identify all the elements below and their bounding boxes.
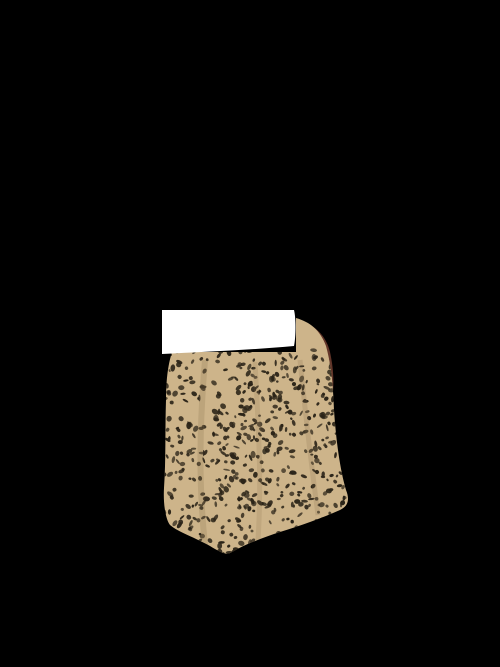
leopard-spot (268, 539, 271, 542)
leopard-spot (161, 393, 165, 397)
leopard-spot (350, 494, 356, 499)
leopard-spot (168, 509, 171, 514)
leopard-spot (348, 361, 355, 368)
leopard-spot (298, 544, 305, 551)
leopard-spot (310, 524, 316, 530)
leopard-spot (329, 540, 335, 547)
leopard-spot (275, 360, 277, 366)
leopard-spot (303, 534, 309, 537)
leopard-spot (166, 539, 170, 543)
leopard-spot (339, 410, 345, 416)
leopard-spot (307, 542, 312, 547)
leopard-spot (306, 546, 312, 552)
leopard-spot (349, 390, 353, 394)
leopard-spot (305, 534, 309, 540)
leopard-spot (159, 399, 166, 407)
leopard-spot (351, 544, 358, 550)
leopard-spot (341, 441, 347, 447)
leopard-spot (251, 545, 256, 549)
leopard-spot (339, 356, 344, 363)
leopard-spot (344, 368, 348, 372)
leopard-spot (314, 539, 320, 545)
leopard-spot (344, 378, 349, 386)
leopard-spot (205, 550, 210, 557)
leopard-spot (349, 531, 353, 537)
leopard-spot (169, 533, 174, 538)
leopard-spot (347, 542, 350, 547)
leopard-spot (159, 513, 165, 519)
leopard-spot (159, 519, 165, 522)
leopard-spot (170, 535, 173, 540)
leopard-spot (335, 545, 338, 552)
leopard-spot (338, 514, 343, 520)
leopard-spot (164, 526, 170, 531)
leopard-spot (160, 441, 165, 446)
leopard-spot (335, 407, 340, 413)
leopard-spot (336, 438, 341, 442)
leopard-spot (316, 547, 321, 550)
leopard-spot (160, 378, 165, 384)
leopard-spot (336, 532, 341, 540)
leopard-spot (342, 388, 346, 395)
leopard-spot (159, 504, 162, 507)
leopard-spot (328, 535, 335, 542)
leopard-spot (161, 542, 164, 545)
leopard-spot (294, 531, 301, 537)
leopard-spot (282, 546, 286, 551)
leopard-spot (343, 424, 347, 430)
leopard-spot (350, 449, 355, 456)
leopard-spot (335, 350, 341, 356)
leopard-spot (351, 466, 355, 470)
leopard-spot (351, 443, 356, 449)
leopard-spot (300, 529, 307, 537)
leopard-spot (167, 533, 172, 539)
leopard-spot (347, 378, 352, 382)
leopard-spot (331, 357, 337, 361)
leopard-spot (168, 539, 172, 543)
leopard-spot (299, 537, 303, 542)
leopard-spot (303, 542, 310, 549)
leopard-spot (171, 551, 177, 557)
leopard-spot (335, 359, 338, 364)
leopard-spot (336, 531, 340, 535)
leopard-spot (342, 535, 349, 542)
leopard-spot (161, 530, 165, 534)
leopard-spot (344, 547, 350, 554)
skirt-waistband (162, 310, 296, 354)
leopard-spot (340, 416, 347, 423)
leopard-spot (185, 548, 189, 554)
leopard-spot (259, 548, 266, 553)
leopard-spot (159, 528, 164, 533)
leopard-spot (349, 375, 355, 381)
leopard-spot (342, 454, 349, 460)
leopard-spot (158, 393, 163, 398)
leopard-spot (326, 535, 331, 542)
leopard-spot (334, 417, 338, 421)
leopard-spot (296, 533, 300, 538)
leopard-spot (339, 411, 346, 417)
leopard-spot (266, 348, 270, 352)
leopard-spot (160, 525, 164, 529)
leopard-spot (331, 528, 335, 532)
leopard-spot (237, 550, 242, 554)
leopard-spot (158, 434, 164, 439)
leopard-spot (164, 361, 169, 364)
leopard-spot (260, 549, 266, 555)
leopard-spot (199, 545, 207, 553)
leopard-spot (307, 547, 312, 552)
leopard-spot (340, 404, 344, 408)
leopard-spot (269, 535, 273, 540)
leopard-spot (343, 406, 347, 411)
leopard-spot (339, 360, 343, 364)
leopard-spot (344, 540, 350, 546)
leopard-spot (342, 374, 347, 379)
leopard-spot (158, 451, 162, 456)
leopard-spot (292, 549, 299, 555)
leopard-spot (342, 354, 347, 361)
leopard-spot (347, 521, 352, 525)
leopard-spot (327, 528, 330, 534)
leopard-spot (350, 513, 353, 517)
leopard-spot (340, 531, 347, 539)
leopard-spot (349, 408, 352, 412)
leopard-spot (343, 457, 350, 459)
leopard-spot (346, 372, 349, 376)
leopard-spot (287, 539, 295, 547)
leopard-spot (348, 439, 352, 445)
leopard-spot (342, 362, 350, 370)
leopard-spot (347, 486, 354, 492)
leopard-spot (171, 546, 177, 552)
leopard-spot (233, 552, 238, 557)
leopard-spot (345, 516, 352, 523)
leopard-spot (345, 422, 350, 427)
leopard-spot (351, 484, 357, 489)
leopard-spot (333, 382, 339, 384)
leopard-spot (348, 534, 352, 538)
leopard-spot (183, 541, 189, 546)
